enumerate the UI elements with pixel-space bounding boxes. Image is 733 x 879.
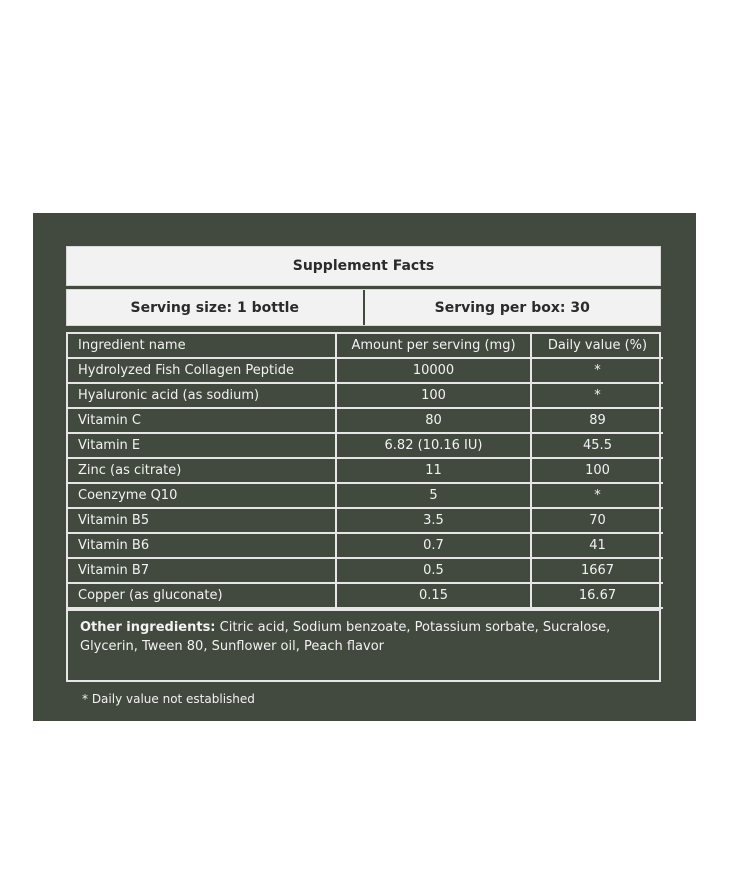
supplement-facts-card: [33, 213, 696, 721]
header-amount-per-serving: Amount per serving (mg): [336, 334, 531, 358]
ingredient-name: Copper (as gluconate): [68, 583, 336, 608]
supplement-facts-title: Supplement Facts: [66, 246, 661, 286]
ingredient-name: Zinc (as citrate): [68, 458, 336, 483]
serving-per-box: Serving per box: 30: [434, 299, 590, 316]
other-ingredients: [68, 609, 659, 662]
serving-size: Serving size: 1 bottle: [67, 290, 365, 325]
ingredient-daily-value: *: [531, 483, 663, 508]
table-row: [68, 533, 663, 558]
header-ingredient-name: Ingredient name: [68, 334, 336, 358]
table-row: [68, 558, 663, 583]
ingredient-daily-value: 70: [531, 508, 663, 533]
ingredient-daily-value: *: [531, 383, 663, 408]
ingredient-name: Vitamin B6: [68, 533, 336, 558]
daily-value-footnote: * Daily value not established: [82, 692, 255, 706]
ingredient-name: Vitamin B7: [68, 558, 336, 583]
ingredient-name: Vitamin B5: [68, 508, 336, 533]
ingredient-daily-value: 45.5: [531, 433, 663, 458]
table-row: [68, 408, 663, 433]
ingredient-amount: 10000: [336, 358, 531, 383]
ingredient-amount: 3.5: [336, 508, 531, 533]
ingredient-amount: 0.7: [336, 533, 531, 558]
ingredients-table-frame: [66, 332, 661, 682]
ingredient-name: Vitamin E: [68, 433, 336, 458]
ingredient-daily-value: 89: [531, 408, 663, 433]
ingredient-daily-value: 1667: [531, 558, 663, 583]
other-ingredients-label: Other ingredients:: [80, 620, 216, 635]
ingredient-amount: 0.5: [336, 558, 531, 583]
ingredient-amount: 6.82 (10.16 IU): [336, 433, 531, 458]
ingredient-name: Coenzyme Q10: [68, 483, 336, 508]
ingredient-name: Hyaluronic acid (as sodium): [68, 383, 336, 408]
table-row: [68, 583, 663, 608]
serving-info-row: [66, 289, 661, 326]
table-row: [68, 383, 663, 408]
header-daily-value: Daily value (%): [531, 334, 663, 358]
ingredient-amount: 5: [336, 483, 531, 508]
ingredient-daily-value: *: [531, 358, 663, 383]
other-ingredients-text: Citric acid, Sodium benzoate, Potassium sorbate, Sucralose, Glycerin, Tween 80, Sunflower oil, Peach flavor: [80, 620, 611, 654]
ingredient-name: Hydrolyzed Fish Collagen Peptide: [68, 358, 336, 383]
table-row: [68, 458, 663, 483]
ingredient-amount: 0.15: [336, 583, 531, 608]
ingredient-daily-value: 41: [531, 533, 663, 558]
table-row: [68, 358, 663, 383]
ingredients-table: [68, 334, 663, 609]
ingredient-daily-value: 16.67: [531, 583, 663, 608]
ingredient-amount: 80: [336, 408, 531, 433]
ingredient-amount: 11: [336, 458, 531, 483]
table-row: [68, 508, 663, 533]
ingredient-name: Vitamin C: [68, 408, 336, 433]
ingredient-amount: 100: [336, 383, 531, 408]
table-row: [68, 433, 663, 458]
table-row: [68, 483, 663, 508]
table-header-row: [68, 334, 663, 358]
ingredient-daily-value: 100: [531, 458, 663, 483]
